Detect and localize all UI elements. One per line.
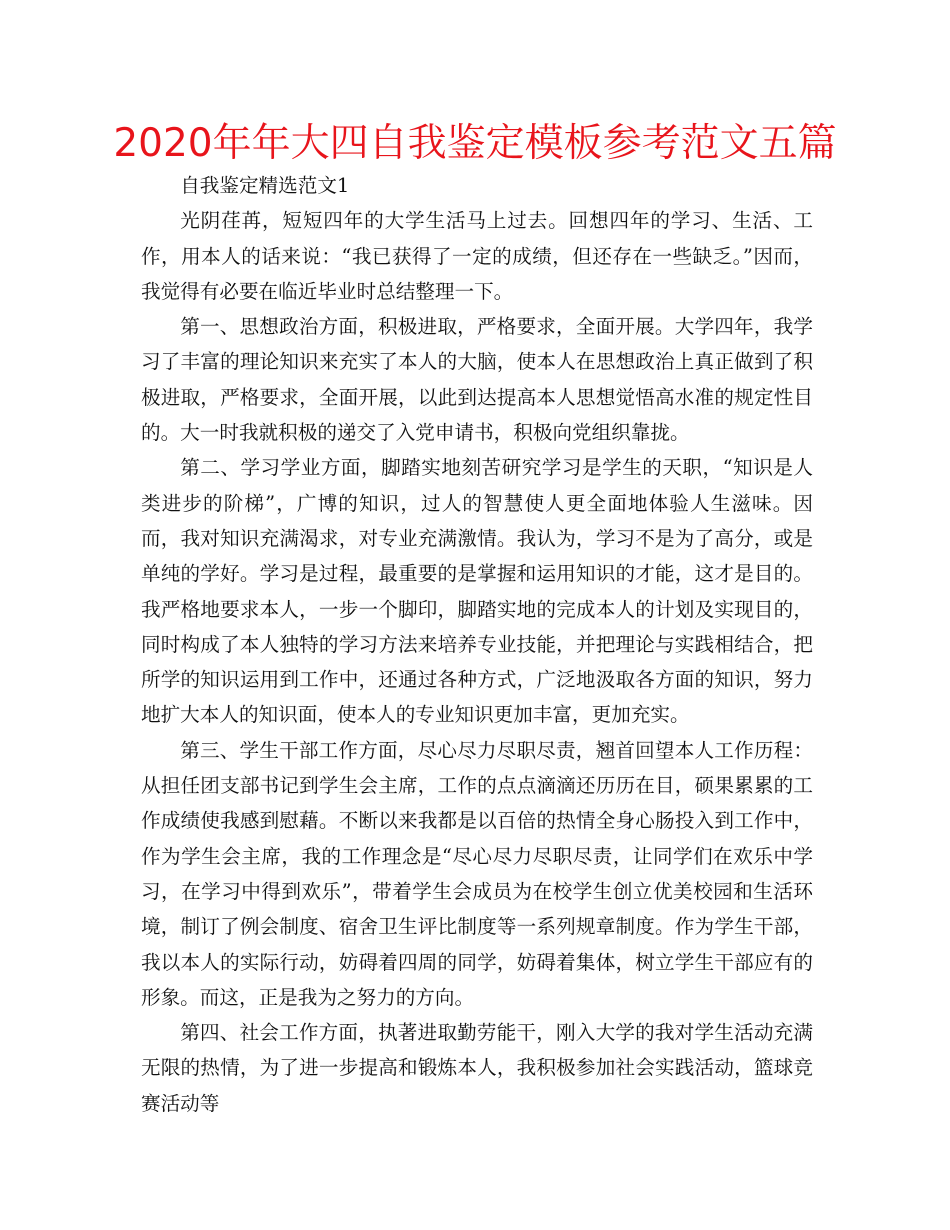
paragraph-social-work: 第四、社会工作方面，执著进取勤劳能干，刚入大学的我对学生活动充满无限的热情，为了进一步提高和锻炼本人，我积极参加社会实践活动，篮球竞赛活动等 (141, 1021, 813, 1115)
paragraph-political: 第一、思想政治方面，积极进取，严格要求，全面开展。大学四年，我学习了丰富的理论知识来充实了本人的大脑，使本人在思想政治上真正做到了积极进取，严格要求，全面开展，以此到达提高本人思想觉悟高水准的规定性目的。大一时我就积极的递交了入党申请书，积极向党组织靠拢。 (141, 315, 813, 445)
document-body (141, 168, 813, 1121)
section-heading: 自我鉴定精选范文1 (180, 174, 350, 197)
paragraph-intro: 光阴荏苒，短短四年的大学生活马上过去。回想四年的学习、生活、工作，用本人的话来说：“我已获得了一定的成绩，但还存在一些缺乏。”因而，我觉得有必要在临近毕业时总结整理一下。 (141, 209, 813, 303)
paragraph-study: 第二、学习学业方面，脚踏实地刻苦研究学习是学生的天职，“知识是人类进步的阶梯”，广博的知识，过人的智慧使人更全面地体验人生滋味。因而，我对知识充满渴求，对专业充满激情。我认为，学习不是为了高分，或是单纯的学好。学习是过程，最重要的是掌握和运用知识的才能，这才是目的。我严格地要求本人，一步一个脚印，脚踏实地的完成本人的计划及实现目的，同时构成了本人独特的学习方法来培养专业技能，并把理论与实践相结合，把所学的知识运用到工作中，还通过各种方式，广泛地汲取各方面的知识，努力地扩大本人的知识面，使本人的专业知识更加丰富，更加充实。 (141, 456, 813, 727)
paragraph-student-cadre: 第三、学生干部工作方面，尽心尽力尽职尽责，翘首回望本人工作历程：从担任团支部书记到学生会主席，工作的点点滴滴还历历在目，硕果累累的工作成绩使我感到慰藉。不断以来我都是以百倍的热情全身心肠投入到工作中，作为学生会主席，我的工作理念是“尽心尽力尽职尽责，让同学们在欢乐中学习，在学习中得到欢乐”，带着学生会成员为在校学生创立优美校园和生活环境，制订了例会制度、宿舍卫生评比制度等一系列规章制度。作为学生干部，我以本人的实际行动，妨碍着四周的同学，妨碍着集体，树立学生干部应有的形象。而这，正是我为之努力的方向。 (141, 738, 813, 1009)
document-title: 2020年年大四自我鉴定模板参考范文五篇 (113, 121, 837, 166)
